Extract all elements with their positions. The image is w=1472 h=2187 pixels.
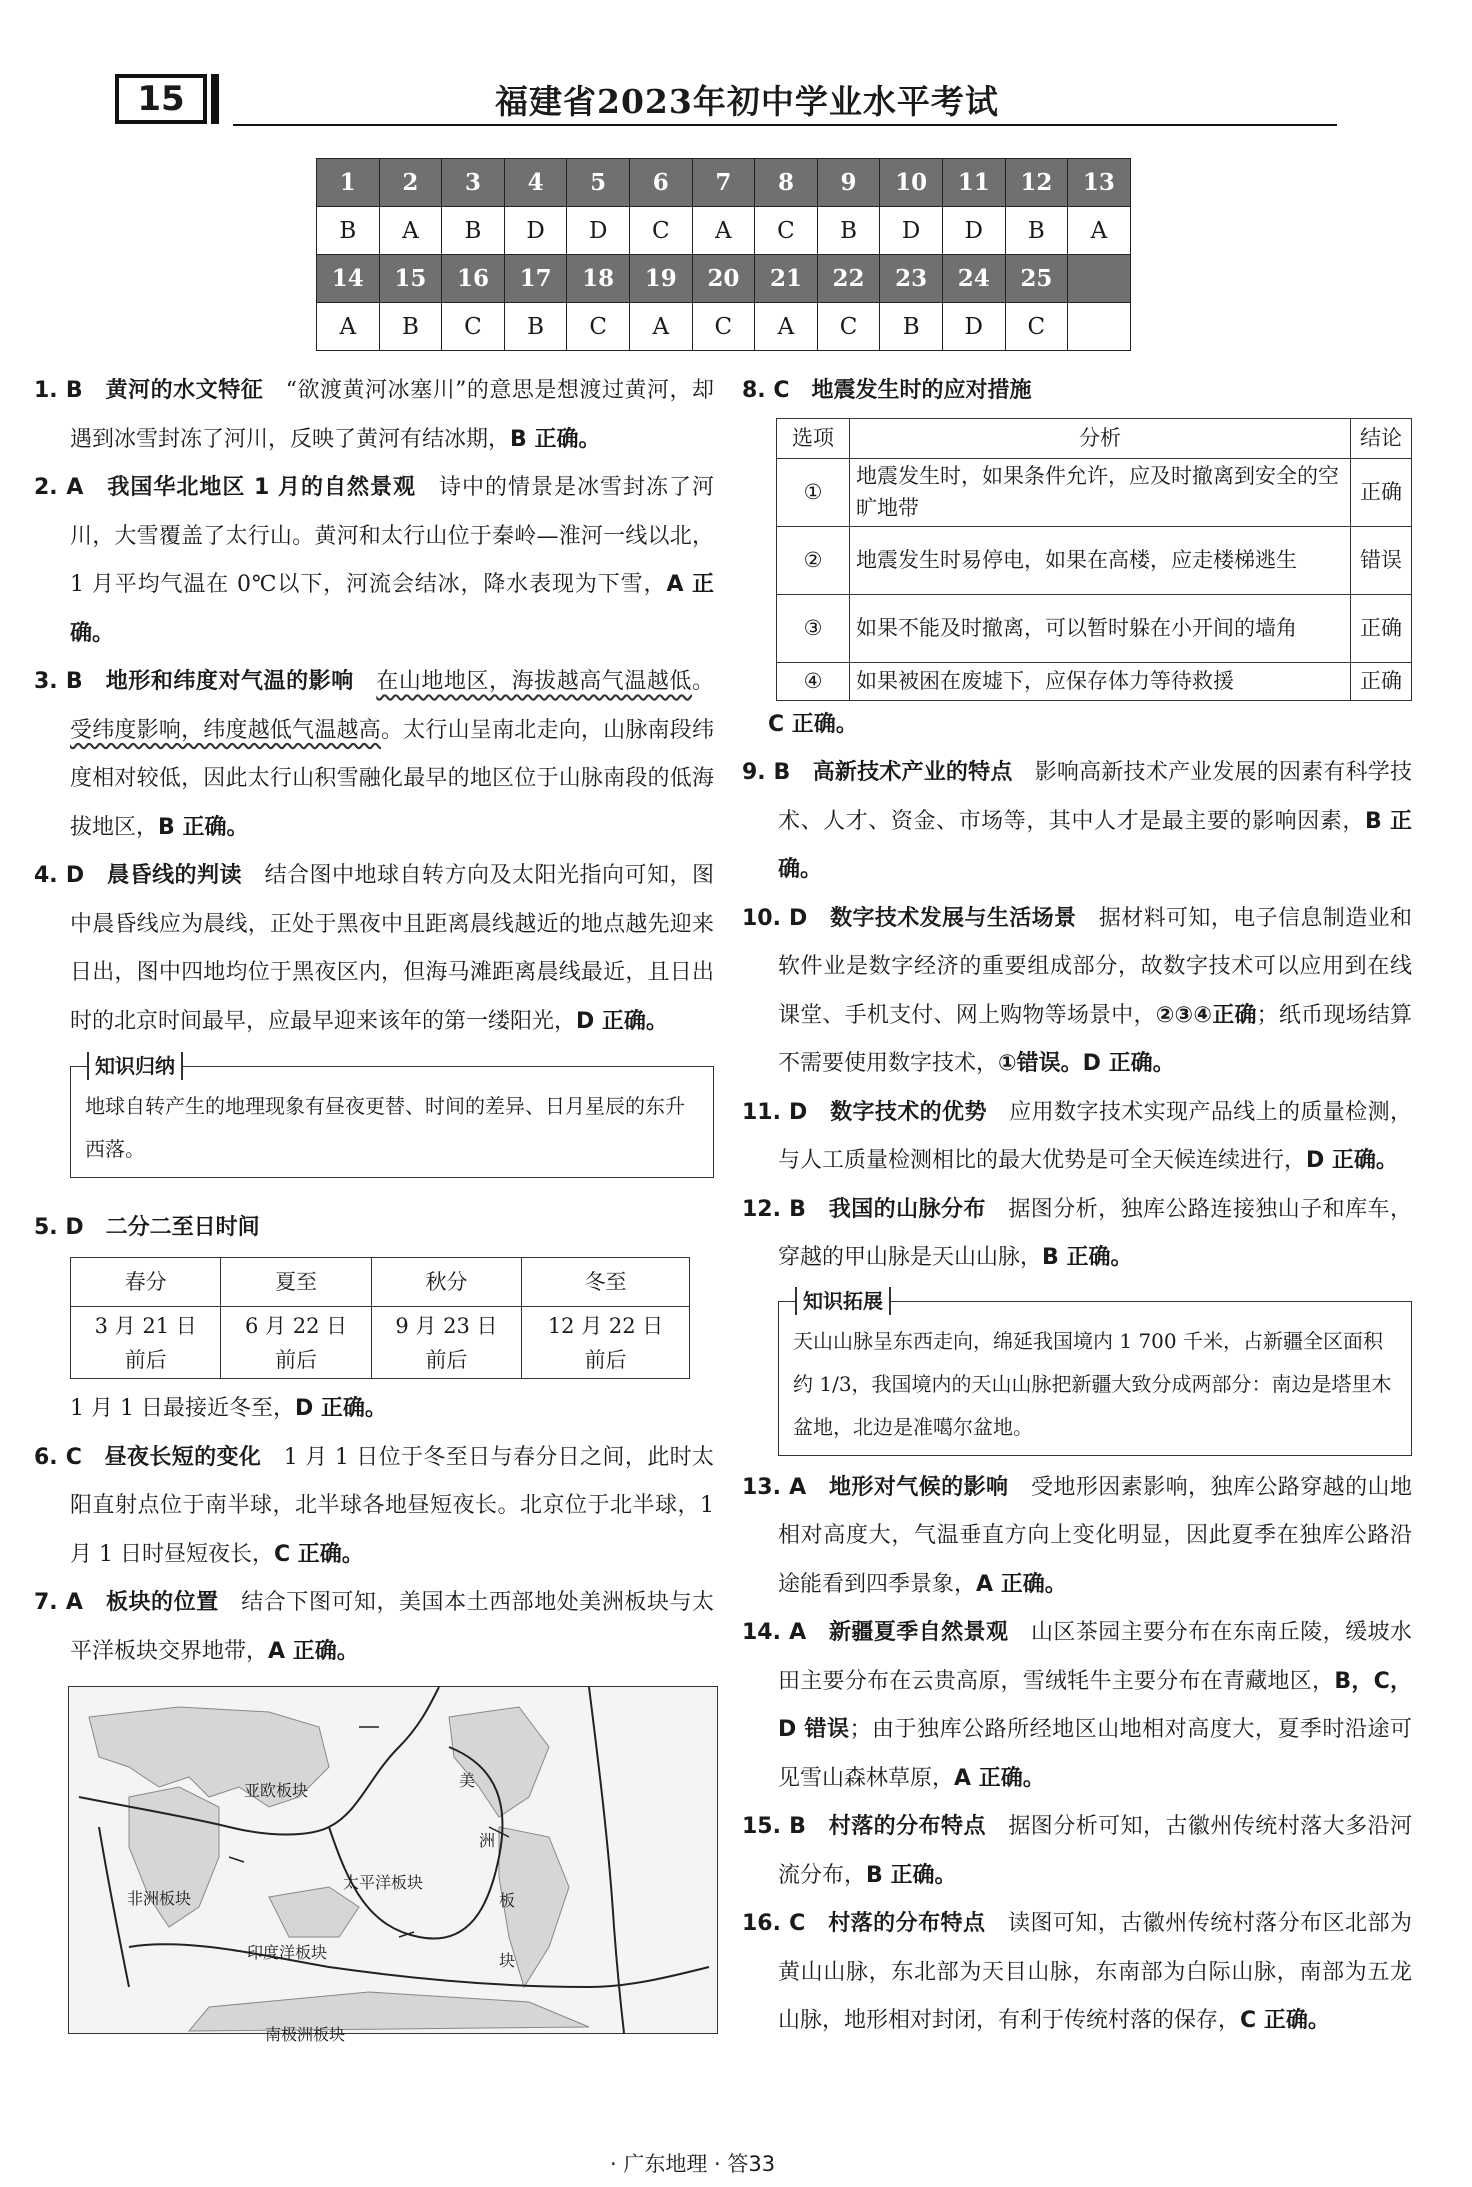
question-text: 读图可知，古徽州传统村落分布区北部为黄山山脉，东北部为天目山脉，东南部为白际山脉，南部为五龙山脉，地形相对封闭，有利于传统村落的保存， [778, 1911, 1412, 2033]
answer-key-cell: 4 [504, 159, 567, 207]
answer-key-row [317, 303, 1131, 351]
answer-key-cell: D [942, 303, 1005, 351]
question-conclusion: B 正确。 [866, 1862, 957, 1888]
answer-key-cell: 21 [755, 255, 818, 303]
answer-key-row [317, 255, 1131, 303]
table-cell: 正确 [1351, 594, 1412, 662]
plate-label-american: 美 [459, 1771, 476, 1790]
question-head: 3. B 地形和纬度对气温的影响 [34, 669, 354, 694]
question-head: 10. D 数字技术发展与生活场景 [742, 905, 1077, 931]
question-5 [34, 1204, 714, 1253]
page-footer: · 广东地理 · 答33 [610, 2152, 776, 2176]
table-cell: 如果不能及时撤离，可以暂时躲在小开间的墙角 [850, 594, 1351, 662]
table-cell: 3 月 21 日 前后 [71, 1307, 221, 1379]
answer-key-cell: C [442, 303, 505, 351]
answer-key-cell: D [942, 207, 1005, 255]
question-head: 15. B 村落的分布特点 [742, 1814, 986, 1839]
answer-key-cell: B [379, 303, 442, 351]
question-text: 。太行山呈南北走向，山脉南段纬度相对较低，因此太行山积雪融化最早的地区位于山脉南段的低海拔地区， [70, 717, 714, 840]
answer-key-cell: B [880, 303, 943, 351]
question-text: 1 月 1 日位于冬至日与春分日之间，此时太阳直射点位于南半球，北半球各地昼短夜长。北京位于北半球，1 月 1 日时昼短夜长， [70, 1444, 714, 1567]
question-conclusion: D 正确。 [1306, 1148, 1398, 1173]
question-head: 7. A 板块的位置 [34, 1590, 219, 1615]
question-6 [34, 1434, 714, 1580]
question-conclusion: D 正确。 [1082, 1051, 1175, 1076]
answer-key-cell: D [880, 207, 943, 255]
question-13 [742, 1464, 1412, 1610]
answer-key-cell: 18 [567, 255, 630, 303]
table-cell: 12 月 22 日 前后 [522, 1307, 690, 1379]
answer-key-row [317, 207, 1131, 255]
answer-key-cell: 17 [504, 255, 567, 303]
answer-key-cell: B [317, 207, 380, 255]
table-cell: ③ [777, 594, 850, 662]
answer-key-table [316, 158, 1131, 351]
question-head: 16. C 村落的分布特点 [742, 1911, 986, 1936]
answer-key-cell: A [1068, 207, 1131, 255]
answer-key-cell: D [567, 207, 630, 255]
question-text: 应用数字技术实现产品线上的质量检测，与人工质量检测相比的最大优势是可全天候连续进行， [778, 1099, 1412, 1173]
answer-key-cell: C [629, 207, 692, 255]
table-header: 冬至 [522, 1257, 690, 1307]
question-text: ；由于独库公路所经地区山地相对高度大，夏季时沿途可见雪山森林草原， [778, 1717, 1412, 1791]
question-text: 据材料可知，电子信息制造业和软件业是数字经济的重要组成部分，故数字技术可以应用到在线课堂、手机支付、网上购物等场景中， [778, 905, 1412, 1028]
page-title: 福建省2023年初中学业水平考试 [495, 82, 999, 121]
answer-key-cell: 15 [379, 255, 442, 303]
question-text: ；纸币现场结算不需要使用数字技术， [778, 1002, 1412, 1076]
plate-label-pacific: 太平洋板块 [343, 1873, 424, 1892]
answer-key-cell: C [755, 207, 818, 255]
plate-label-indian: 印度洋板块 [247, 1943, 328, 1962]
table-header: 夏至 [221, 1257, 371, 1307]
table-cell: 如果被困在废墟下，应保存体力等待救援 [850, 662, 1351, 700]
table-cell: ④ [777, 662, 850, 700]
question-text: 影响高新技术产业发展的因素有科学技术、人才、资金、市场等，其中人才是最主要的影响因素， [778, 760, 1412, 834]
answer-key-cell: 20 [692, 255, 755, 303]
question-head: 2. A 我国华北地区 1 月的自然景观 [34, 475, 416, 500]
question-text: 。 [691, 669, 714, 694]
question-head: 13. A 地形对气候的影响 [742, 1474, 1009, 1500]
question-15 [742, 1803, 1412, 1900]
answer-key-cell: C [567, 303, 630, 351]
table-header: 选项 [777, 418, 850, 458]
answer-key-cell [1068, 303, 1131, 351]
question-conclusion: A 正确。 [976, 1571, 1067, 1597]
question-text: 受地形因素影响，独库公路穿越的山地相对高度大，气温垂直方向上变化明显，因此夏季在独库公路沿途能看到四季景象， [778, 1474, 1412, 1597]
question-head: 14. A 新疆夏季自然景观 [742, 1620, 1009, 1645]
answer-key-cell: 7 [692, 159, 755, 207]
question-text: “欲渡黄河冰塞川”的意思是想渡过黄河，却遇到冰雪封冻了河川，反映了黄河有结冰期， [70, 378, 714, 452]
answer-key-cell: C [692, 303, 755, 351]
table-header: 秋分 [371, 1257, 521, 1307]
question-conclusion: B 正确。 [778, 808, 1412, 882]
question-head: 12. B 我国的山脉分布 [742, 1196, 986, 1222]
answer-key-cell: 19 [629, 255, 692, 303]
question-bold-text: B，C，D 错误 [778, 1668, 1412, 1742]
knowledge-tag: 知识拓展 [795, 1287, 891, 1315]
question-5-conclusion [34, 1385, 714, 1434]
table-header: 春分 [71, 1257, 221, 1307]
answer-key-cell: D [504, 207, 567, 255]
table-cell: 6 月 22 日 前后 [221, 1307, 371, 1379]
answer-key-cell: 16 [442, 255, 505, 303]
header-rule [233, 124, 1337, 126]
answer-key-cell: B [442, 207, 505, 255]
answer-key-cell: A [692, 207, 755, 255]
question-text: 诗中的情景是冰雪封冻了河川，大雪覆盖了太行山。黄河和太行山位于秦岭—淮河一线以北，1 月平均气温在 0℃以下，河流会结冰，降水表现为下雪， [70, 475, 714, 597]
question-head: 9. B 高新技术产业的特点 [742, 760, 1013, 785]
answer-key-cell: 2 [379, 159, 442, 207]
question-12 [742, 1186, 1412, 1283]
answer-key-cell: A [317, 303, 380, 351]
knowledge-tag: 知识归纳 [87, 1052, 183, 1080]
question-9 [742, 749, 1412, 895]
question-conclusion: B 正确。 [510, 426, 601, 452]
question-3 [34, 658, 714, 852]
question-text: 结合下图可知，美国本土西部地处美洲板块与太平洋板块交界地带， [70, 1590, 714, 1664]
question-conclusion: A 正确。 [268, 1638, 359, 1664]
answer-key-cell: 24 [942, 255, 1005, 303]
answer-key-cell: 23 [880, 255, 943, 303]
answer-key-cell: B [817, 207, 880, 255]
table-cell: 地震发生时易停电，如果在高楼，应走楼梯逃生 [850, 526, 1351, 594]
answer-key-cell: 14 [317, 255, 380, 303]
table-header: 分析 [850, 418, 1351, 458]
question-conclusion: D 正确。 [576, 1008, 668, 1034]
question-7 [34, 1579, 714, 1676]
table-cell: 正确 [1351, 458, 1412, 526]
knowledge-summary-box [70, 1054, 714, 1178]
plate-map [68, 1686, 718, 2044]
question-4 [34, 852, 714, 1046]
wavy-underline-text: 在山地地区，海拔越高气温越低 [376, 669, 692, 694]
answer-key-cell: 12 [1005, 159, 1068, 207]
question-bold-text: ①错误。 [998, 1051, 1083, 1076]
question-text: 结合图中地球自转方向及太阳光指向可知，图中晨昏线应为晨线，正处于黑夜中且距离晨线越近的地点越先迎来日出，图中四地均位于黑夜区内，但海马滩距离晨线最近，且日出时的北京时间最早，应最早迎来该年的第一缕阳光， [70, 863, 714, 1034]
plate-label-eurasian: 亚欧板块 [244, 1781, 309, 1800]
right-column [742, 367, 1412, 2046]
question-conclusion: A 正确。 [954, 1765, 1045, 1791]
answer-key-cell: A [379, 207, 442, 255]
plate-label-american: 块 [499, 1951, 516, 1970]
question-conclusion: D 正确。 [294, 1396, 387, 1421]
question-text: 据图分析，独库公路连接独山子和库车，穿越的甲山脉是天山山脉， [778, 1196, 1412, 1270]
table-header: 结论 [1351, 418, 1412, 458]
table-cell: ② [777, 526, 850, 594]
answer-key-cell: 9 [817, 159, 880, 207]
question-head: 4. D 晨昏线的判读 [34, 863, 243, 888]
answer-key-cell: 25 [1005, 255, 1068, 303]
plate-label-american: 板 [499, 1891, 516, 1910]
answer-key-cell: 1 [317, 159, 380, 207]
knowledge-text: 地球自转产生的地理现象有昼夜更替、时间的差异、日月星辰的东升西落。 [85, 1094, 685, 1161]
question-10 [742, 895, 1412, 1089]
question-head: 5. D 二分二至日时间 [34, 1215, 260, 1240]
answer-key-cell: 8 [755, 159, 818, 207]
table-cell: 地震发生时，如果条件允许，应及时撤离到安全的空旷地带 [850, 458, 1351, 526]
question-16 [742, 1900, 1412, 2046]
question-head: 8. C 地震发生时的应对措施 [742, 378, 1032, 403]
answer-key-cell: 5 [567, 159, 630, 207]
plate-label-american: 洲 [479, 1831, 496, 1850]
question-14 [742, 1609, 1412, 1803]
question-head: 1. B 黄河的水文特征 [34, 378, 264, 403]
plate-label-african: 非洲板块 [127, 1889, 192, 1908]
question-text: 1 月 1 日最接近冬至， [70, 1396, 295, 1421]
answer-key-cell: A [755, 303, 818, 351]
table-cell: 错误 [1351, 526, 1412, 594]
question-head: 6. C 昼夜长短的变化 [34, 1444, 262, 1470]
question-1 [34, 367, 714, 464]
page-number: 15 [115, 74, 207, 124]
answer-key-cell: C [817, 303, 880, 351]
knowledge-extension-box [778, 1288, 1412, 1456]
answer-key-cell: 11 [942, 159, 1005, 207]
page-header [115, 74, 1337, 126]
answer-key-cell: 3 [442, 159, 505, 207]
question-head: 11. D 数字技术的优势 [742, 1099, 987, 1125]
question-conclusion: B 正确。 [158, 814, 249, 840]
answer-key-cell: C [1005, 303, 1068, 351]
answer-key-cell: A [629, 303, 692, 351]
answer-key-cell: 6 [629, 159, 692, 207]
question-8-conclusion [742, 701, 1412, 750]
answer-key-cell: 10 [880, 159, 943, 207]
answer-key-cell: B [1005, 207, 1068, 255]
answer-key-cell: 22 [817, 255, 880, 303]
answer-key-row [317, 159, 1131, 207]
question-conclusion: A 正确。 [70, 572, 715, 646]
question-conclusion: C 正确。 [273, 1541, 364, 1567]
question-text: 山区茶园主要分布在东南丘陵，缓坡水田主要分布在云贵高原，雪绒牦牛主要分布在青藏地区， [778, 1620, 1412, 1694]
question-conclusion: C 正确。 [1240, 2008, 1330, 2033]
left-column [34, 367, 715, 2044]
table-cell: 正确 [1351, 662, 1412, 700]
table-cell: 9 月 23 日 前后 [371, 1307, 521, 1379]
solstice-table [70, 1257, 690, 1380]
question-text: 据图分析可知，古徽州传统村落大多沿河流分布， [778, 1814, 1412, 1888]
question-bold-text: ②③④正确 [1155, 1002, 1257, 1028]
wavy-underline-text: 受纬度影响，纬度越低气温越高 [70, 717, 381, 743]
answer-key-cell: B [504, 303, 567, 351]
question-8 [742, 367, 1412, 416]
answer-key-cell [1068, 255, 1131, 303]
table-cell: ① [777, 458, 850, 526]
question-2 [34, 464, 714, 658]
plate-label-antarctic: 南极洲板块 [265, 2025, 346, 2044]
question-conclusion: B 正确。 [1042, 1245, 1133, 1270]
question-11 [742, 1089, 1412, 1186]
answer-key-cell: 13 [1068, 159, 1131, 207]
knowledge-text: 天山山脉呈东西走向，绵延我国境内 1 700 千米，占新疆全区面积约 1/3，我国境内的天山山脉把新疆大致分成两部分：南边是塔里木盆地，北边是准噶尔盆地。 [793, 1328, 1392, 1439]
earthquake-table [776, 418, 1412, 701]
question-conclusion: C 正确。 [768, 711, 858, 737]
